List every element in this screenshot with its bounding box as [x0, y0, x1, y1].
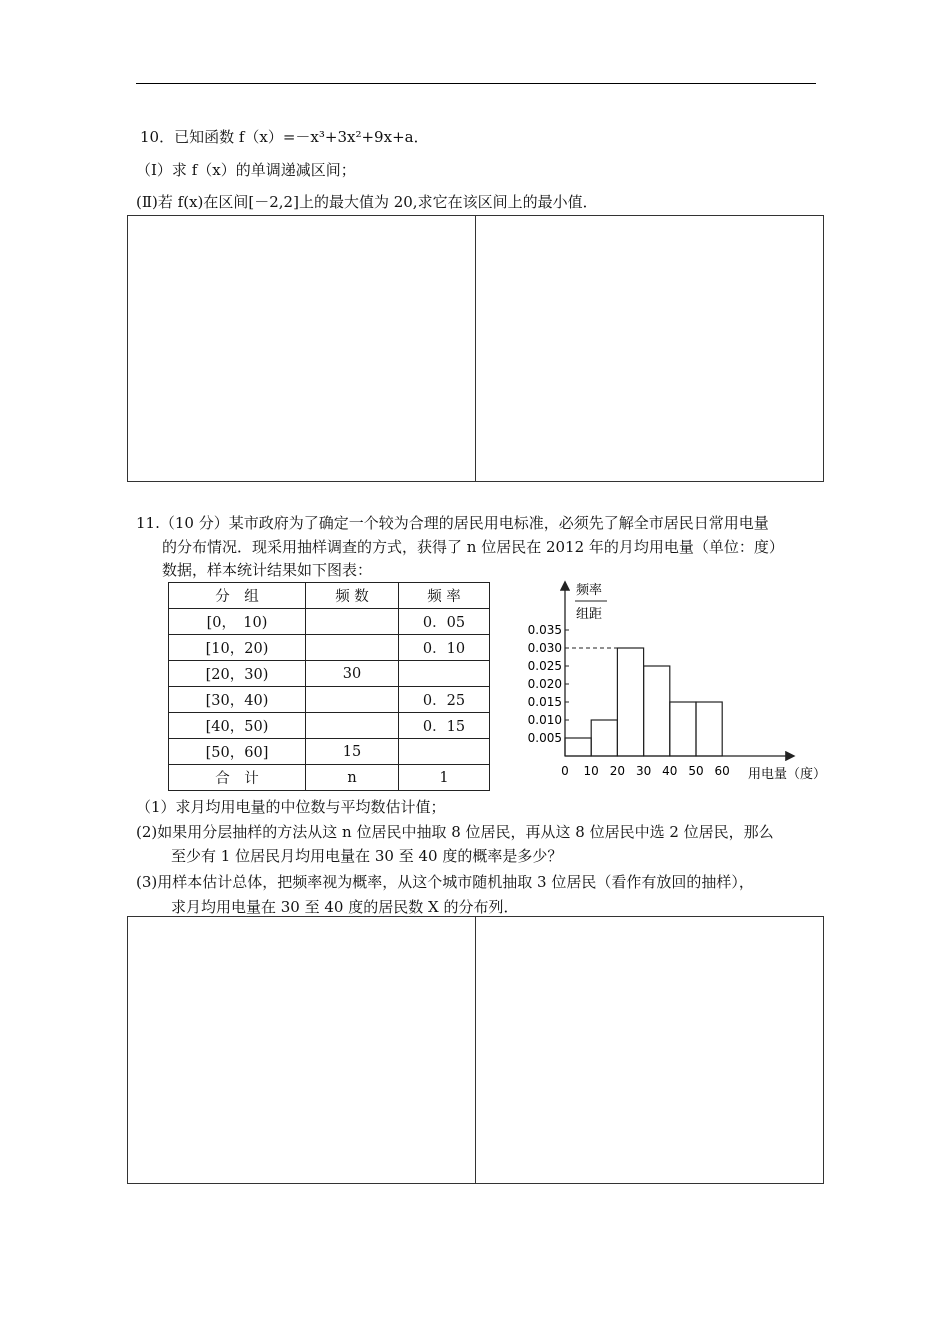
table-cell [399, 661, 490, 687]
table-row [169, 609, 490, 635]
table-cell: 0．10 [399, 635, 490, 661]
y-tick-label: 0.035 [527, 623, 562, 637]
y-axis-label-bottom: 组距 [576, 607, 603, 622]
y-tick-label: 0.020 [527, 677, 562, 691]
frequency-table [168, 582, 490, 791]
table-row [169, 739, 490, 765]
histogram-bar [591, 720, 617, 756]
table-cell: 合 计 [169, 765, 306, 791]
q11-sub2-line2: 至少有 1 位居民月均用电量在 30 至 40 度的概率是多少？ [171, 847, 563, 865]
x-tick-label: 20 [609, 764, 626, 778]
y-tick-label: 0.010 [527, 713, 562, 727]
table-row [169, 661, 490, 687]
table-header: 频 率 [399, 583, 490, 609]
q11-sub3-line2: 求月均用电量在 30 至 40 度的居民数 X 的分布列． [171, 898, 519, 916]
table-total-row [169, 765, 490, 791]
q10-part2: (Ⅱ)若 f(x)在区间[－2,2]上的最大值为 20,求它在该区间上的最小值． [136, 193, 598, 211]
table-row [169, 635, 490, 661]
q11-stem-line1: 11.（10 分）某市政府为了确定一个较为合理的居民用电标准，必须先了解全市居民日常用电量 [136, 514, 769, 532]
table-cell: [0， 10) [169, 609, 306, 635]
table-row [169, 713, 490, 739]
q11-sub3-line1: (3)用样本估计总体，把频率视为概率，从这个城市随机抽取 3 位居民（看作有放回的抽样）， [136, 873, 754, 891]
y-tick-label: 0.030 [527, 641, 562, 655]
table-cell: [10，20) [169, 635, 306, 661]
q10-answer-box[interactable] [127, 215, 824, 482]
q11-stem-line2: 的分布情况．现采用抽样调查的方式，获得了 n 位居民在 2012 年的月均用电量（单位：度） [162, 538, 784, 556]
table-header-row [169, 583, 490, 609]
x-axis-label: 用电量（度） [748, 767, 827, 782]
table-cell [306, 687, 399, 713]
q11-stem-line3: 数据，样本统计结果如下图表： [162, 561, 373, 579]
q10-part1: （Ⅰ）求 f（x）的单调递减区间； [136, 161, 356, 179]
q11-sub1: （1）求月均用电量的中位数与平均数估计值； [136, 798, 446, 816]
table-cell: 0．15 [399, 713, 490, 739]
x-tick-label: 60 [714, 764, 730, 778]
x-tick-label: 40 [662, 764, 678, 778]
histogram-bar [644, 666, 670, 756]
q11-answer-divider [475, 917, 476, 1183]
table-cell: n [306, 765, 399, 791]
q10-stem: 10．已知函数 f（x）=－x³+3x²+9x+a． [140, 128, 429, 146]
header-rule [136, 83, 816, 84]
table-cell: 0．05 [399, 609, 490, 635]
y-tick-label: 0.025 [527, 659, 562, 673]
table-header: 分 组 [169, 583, 306, 609]
table-cell: [20，30) [169, 661, 306, 687]
table-cell: [40，50) [169, 713, 306, 739]
table-cell: [50，60] [169, 739, 306, 765]
table-cell [306, 635, 399, 661]
x-tick-label: 10 [583, 764, 599, 778]
q10-answer-divider [475, 216, 476, 481]
x-tick-label: 30 [635, 764, 652, 778]
frequency-histogram [510, 575, 840, 790]
histogram-bar [565, 738, 591, 756]
table-cell: 1 [399, 765, 490, 791]
y-axis-label-top: 频率 [576, 583, 603, 598]
y-tick-label: 0.005 [527, 731, 562, 745]
q11-answer-box[interactable] [127, 916, 824, 1184]
y-tick-label: 0.015 [527, 695, 562, 709]
x-tick-label: 50 [688, 764, 704, 778]
table-row [169, 687, 490, 713]
table-cell: 0．25 [399, 687, 490, 713]
x-tick-label: 0 [561, 764, 569, 778]
table-cell [306, 713, 399, 739]
histogram-bar [617, 648, 643, 756]
histogram-bar [696, 702, 722, 756]
histogram-bar [670, 702, 696, 756]
q11-sub2-line1: (2)如果用分层抽样的方法从这 n 位居民中抽取 8 位居民，再从这 8 位居民中选 2 位居民，那么 [136, 823, 774, 841]
table-header: 频 数 [306, 583, 399, 609]
table-cell: 30 [306, 661, 399, 687]
table-cell: 15 [306, 739, 399, 765]
table-cell: [30，40) [169, 687, 306, 713]
table-cell [306, 609, 399, 635]
table-cell [399, 739, 490, 765]
